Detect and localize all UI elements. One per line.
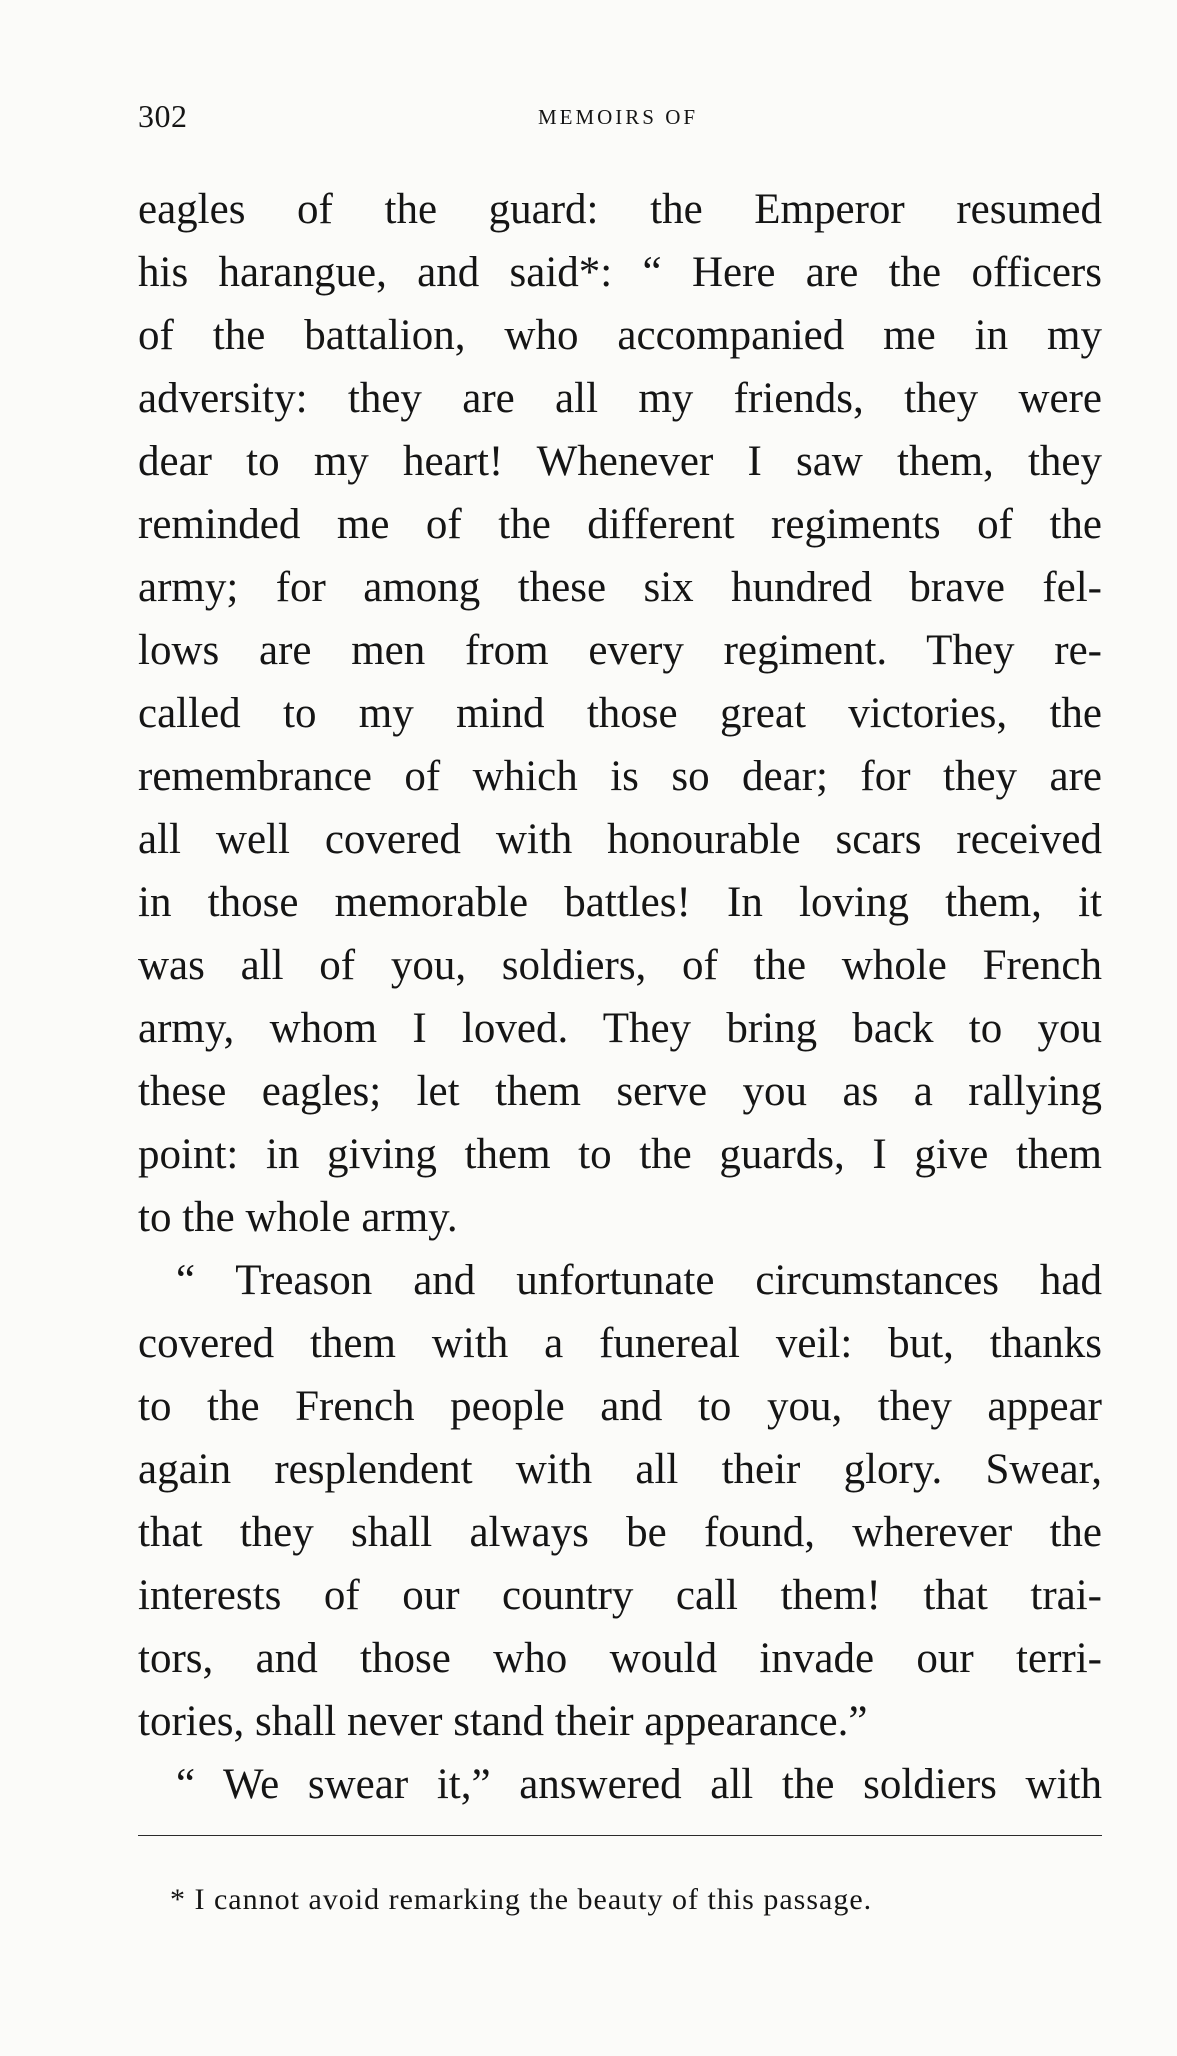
- text-line: tories, shall never stand their appearance.”: [138, 1698, 868, 1745]
- text-line: covered them with a funereal veil: but, thanks: [138, 1320, 1102, 1367]
- running-title: MEMOIRS OF: [537, 105, 699, 129]
- text-line: his harangue, and said*: “ Here are the officers: [138, 249, 1102, 296]
- text-line: called to my mind those great victories, the: [138, 690, 1102, 737]
- text-line: adversity: they are all my friends, they were: [138, 375, 1102, 422]
- text-line: “ Treason and unfortunate circumstances had: [176, 1257, 1102, 1304]
- page-number: 302: [138, 98, 188, 134]
- text-line: point: in giving them to the guards, I give them: [138, 1131, 1102, 1178]
- footnote: * I cannot avoid remarking the beauty of this passage.: [170, 1883, 873, 1916]
- text-line: remembrance of which is so dear; for they are: [138, 753, 1102, 800]
- text-line: in those memorable battles! In loving them, it: [138, 879, 1102, 926]
- running-head: [138, 98, 1102, 138]
- text-line: dear to my heart! Whenever I saw them, they: [138, 438, 1102, 485]
- text-line: eagles of the guard: the Emperor resumed: [138, 186, 1102, 233]
- text-line: was all of you, soldiers, of the whole French: [138, 942, 1102, 989]
- footnote-divider: [138, 1835, 1102, 1836]
- text-line: army, whom I loved. They bring back to you: [138, 1005, 1102, 1052]
- text-line: again resplendent with all their glory. Swear,: [138, 1446, 1102, 1493]
- text-line: lows are men from every regiment. They re-: [138, 627, 1102, 674]
- text-line: “ We swear it,” answered all the soldiers with: [176, 1761, 1102, 1808]
- text-line: reminded me of the different regiments of the: [138, 501, 1102, 548]
- text-line: interests of our country call them! that trai-: [138, 1572, 1102, 1619]
- text-line: that they shall always be found, wherever the: [138, 1509, 1102, 1556]
- text-line: these eagles; let them serve you as a rallying: [138, 1068, 1102, 1115]
- text-line: all well covered with honourable scars received: [138, 816, 1102, 863]
- text-line: to the whole army.: [138, 1194, 458, 1241]
- text-line: to the French people and to you, they appear: [138, 1383, 1102, 1430]
- text-line: of the battalion, who accompanied me in my: [138, 312, 1102, 359]
- text-line: tors, and those who would invade our terri-: [138, 1635, 1102, 1682]
- body-text: [138, 178, 1102, 1816]
- text-line: army; for among these six hundred brave fel-: [138, 564, 1102, 611]
